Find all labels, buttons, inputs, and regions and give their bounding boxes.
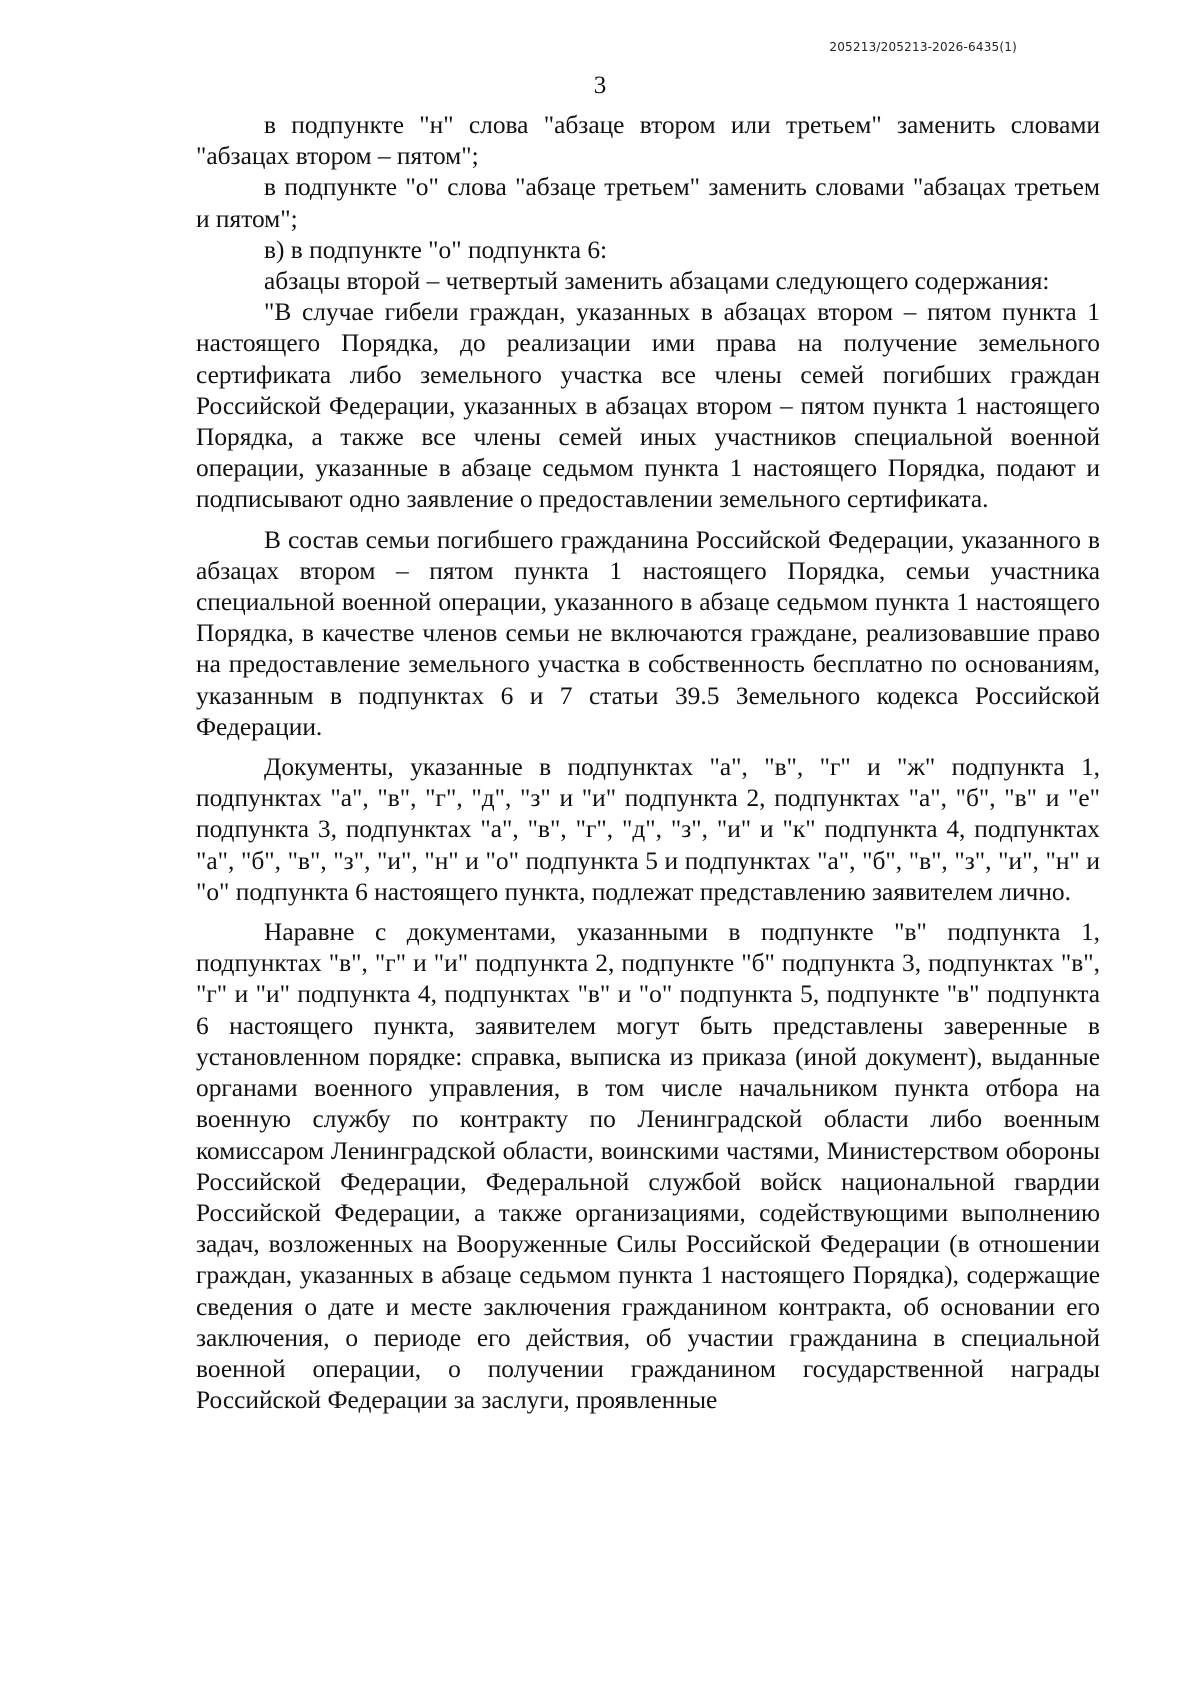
paragraph: в подпункте "о" слова "абзаце третьем" заменить словами "абзацах третьем и пятом";: [196, 173, 1100, 233]
paragraph: "В случае гибели граждан, указанных в абзацах втором – пятом пункта 1 настоящего Порядка, до реализации ими права на получение земельного сертификата либо земельного участка все члены семей погибших граждан Российской Федерации, указанных в абзацах втором – пятом пункта 1 настоящего Порядка, а также все члены семей иных участников специальной военной операции, указанные в абзаце седьмом пункта 1 настоящего Порядка, подают и подписывают одно заявление о предоставлении земельного сертификата.: [196, 298, 1100, 514]
paragraph: Наравне с документами, указанными в подпункте "в" подпункта 1, подпунктах "в", "г" и "и" подпункта 2, подпункте "б" подпункта 3, подпунктах "в", "г" и "и" подпункта 4, подпунктах "в" и "о" подпункта 5, подпункте "в" подпункта 6 настоящего пункта, заявителем могут быть представлены заверенные в установленном порядке: справка, выписка из приказа (иной документ), выданные органами военного управления, в том числе начальником пункта отбора на военную службу по контракту по Ленинградской области либо военным комиссаром Ленинградской области, воинскими частями, Министерством обороны Российской Федерации, Федеральной службой войск национальной гвардии Российской Федерации, а также организациями, содействующими выполнению задач, возложенных на Вооруженные Силы Российской Федерации (в отношении граждан, указанных в абзаце седьмом пункта 1 настоящего Порядка), содержащие сведения о дате и месте заключения гражданином контракта, об основании его заключения, о периоде его действия, об участии гражданина в специальной военной операции, о получении гражданином государственной награды Российской Федерации за заслуги, проявленные: [196, 918, 1100, 1415]
paragraph: Документы, указанные в подпунктах "а", "в", "г" и "ж" подпункта 1, подпунктах "а", "в", "г", "д", "з" и "и" подпункта 2, подпунктах "а", "б", "в" и "е" подпункта 3, подпунктах "а", "в", "г", "д", "з", "и" и "к" подпункта 4, подпунктах "а", "б", "в", "з", "и", "н" и "о" подпункта 5 и подпунктах "а", "б", "в", "з", "и", "н" и "о" подпункта 6 настоящего пункта, подлежат представлению заявителем лично.: [196, 753, 1100, 906]
page-number: 3: [593, 72, 607, 99]
paragraph: В состав семьи погибшего гражданина Российской Федерации, указанного в абзацах втором – пятом пункта 1 настоящего Порядка, семьи участника специальной военной операции, указанного в абзаце седьмом пункта 1 настоящего Порядка, в качестве членов семьи не включаются граждане, реализовавшие право на предоставление земельного участка в собственность бесплатно по основаниям, указанным в подпунктах 6 и 7 статьи 39.5 Земельного кодекса Российской Федерации.: [196, 525, 1100, 741]
paragraph: в) в подпункте "о" подпункта 6:: [264, 235, 608, 264]
paragraph: в подпункте "н" слова "абзаце втором или третьем" заменить словами "абзацах втором – пятом";: [196, 111, 1100, 171]
document-body: [196, 110, 1100, 1416]
paragraph: абзацы второй – четвертый заменить абзацами следующего содержания:: [264, 267, 1050, 296]
document-id: 205213/205213-2026-6435(1): [829, 40, 1017, 54]
